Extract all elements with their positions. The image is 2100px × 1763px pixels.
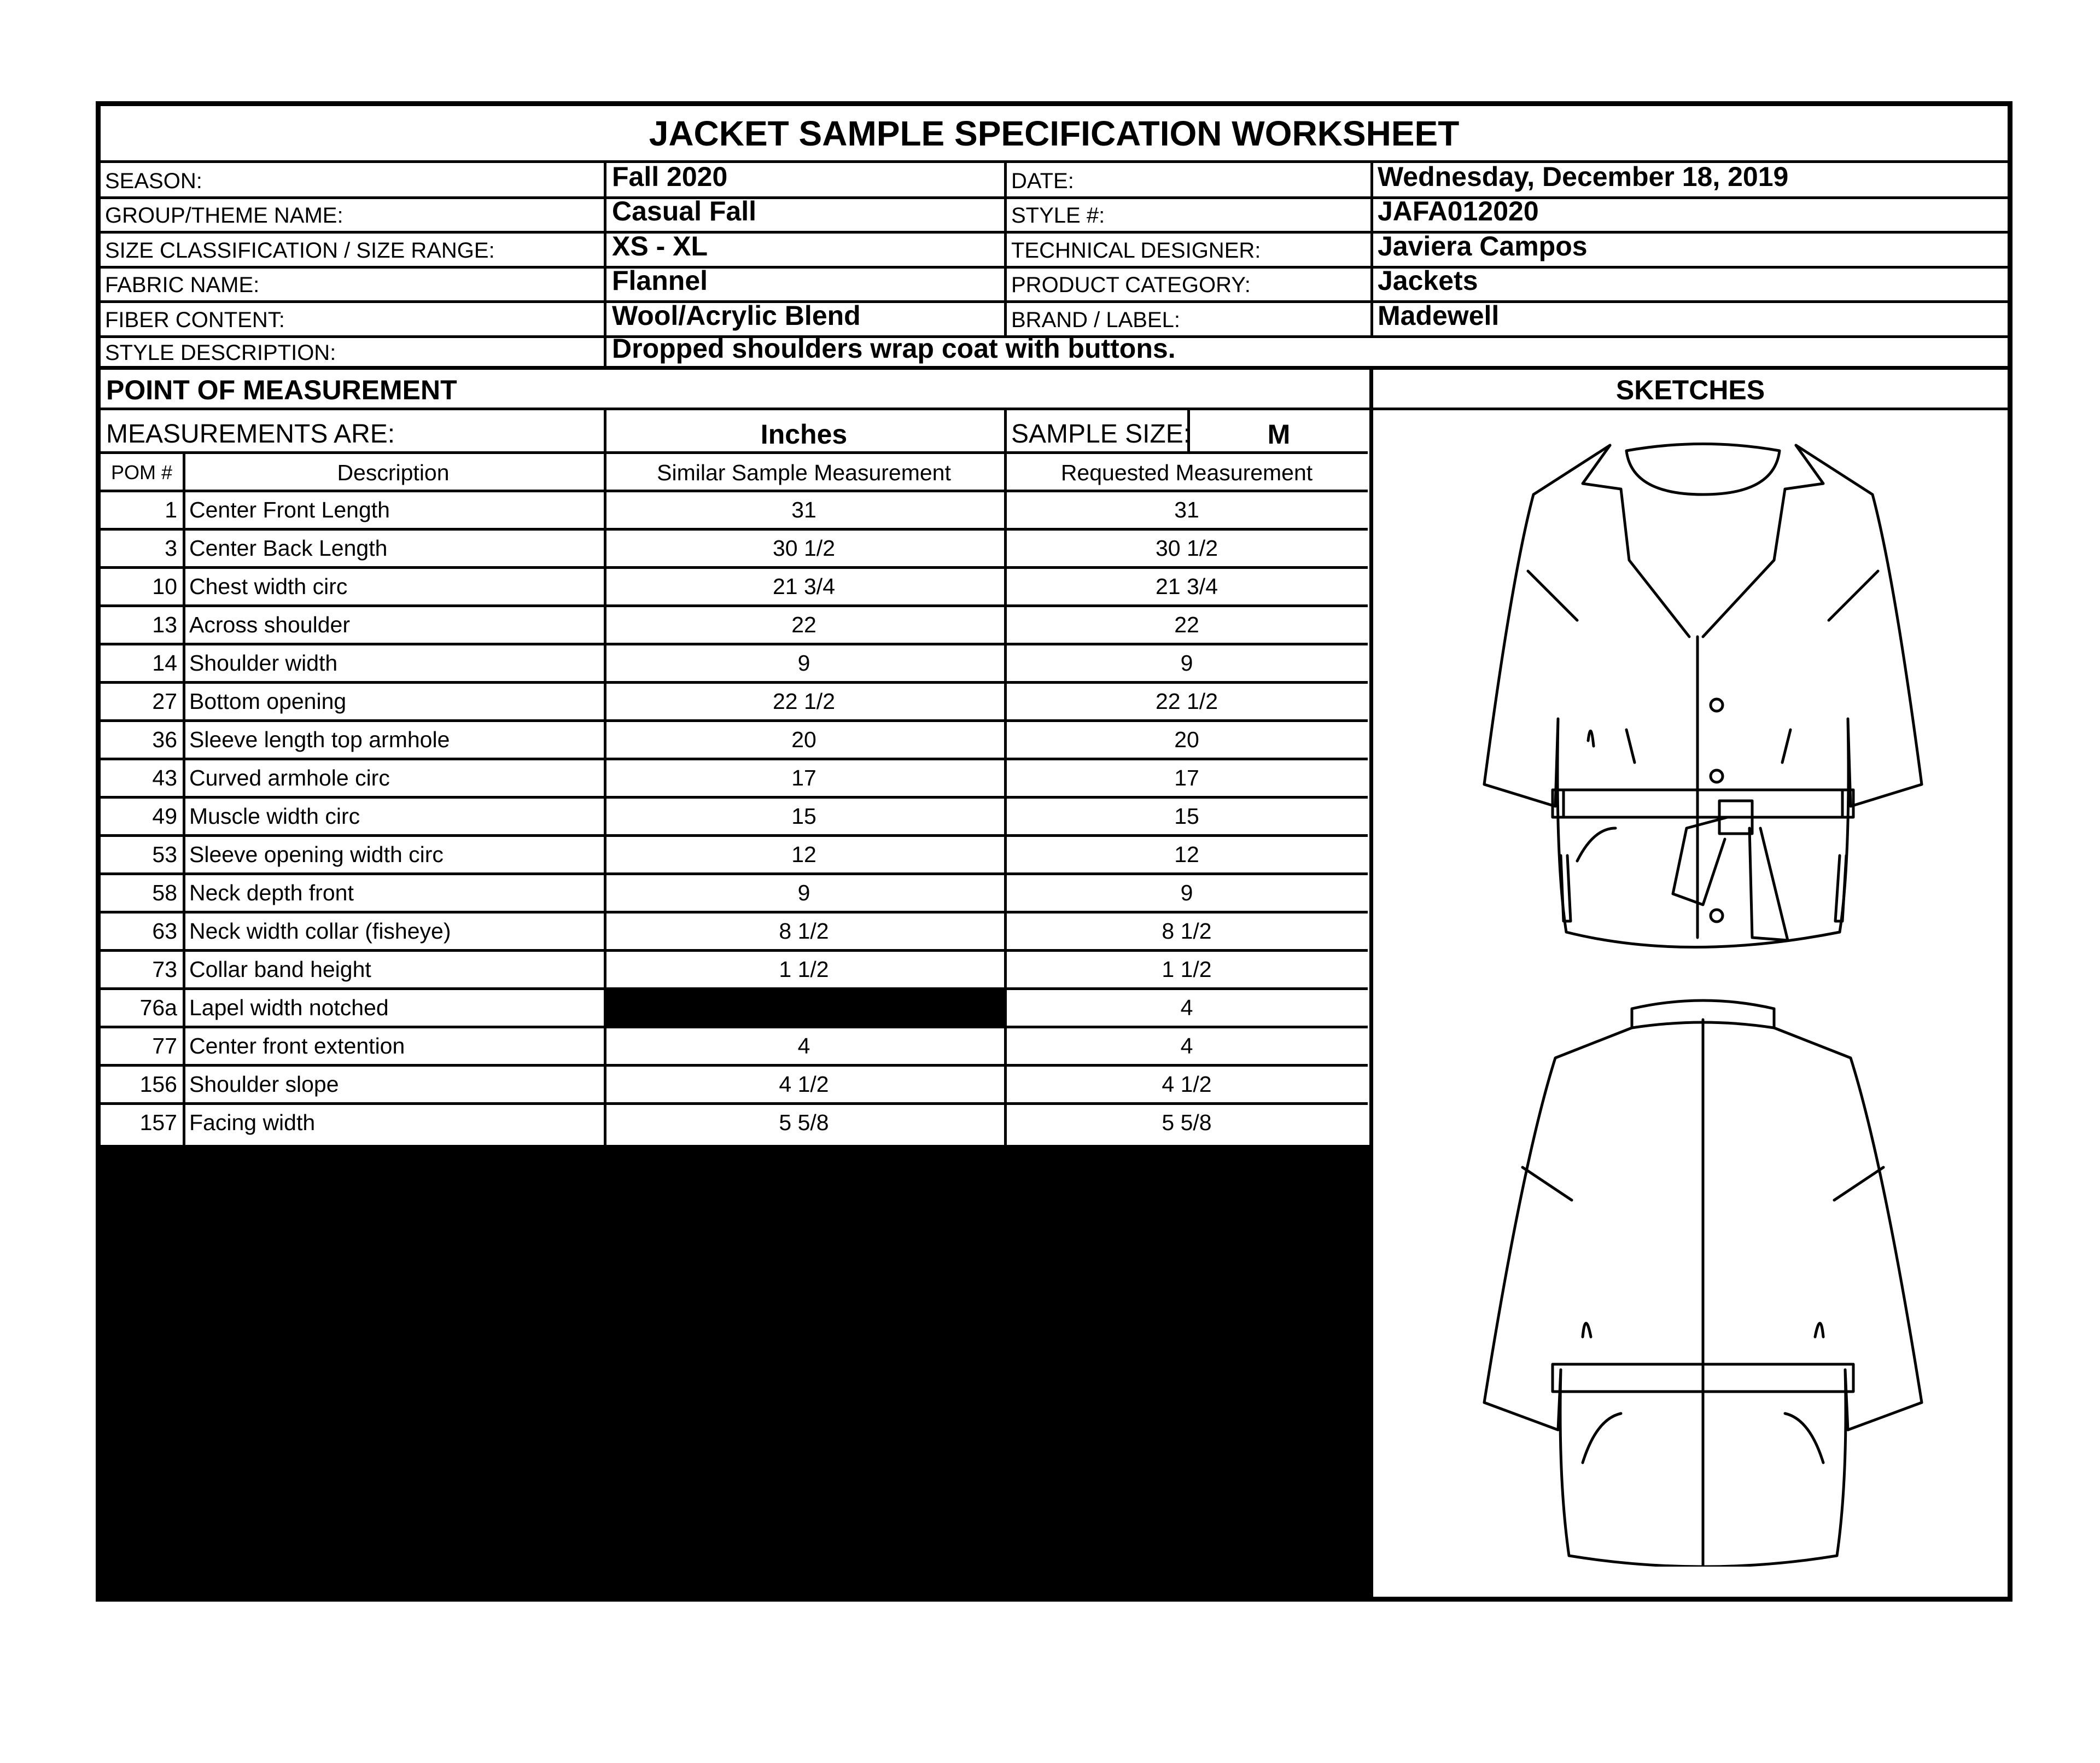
requested-measurement: 4 (1180, 995, 1193, 1020)
jacket-back-sketch-icon (1446, 987, 1938, 1567)
requested-measurement: 20 (1174, 727, 1199, 752)
pom-description: Chest width circ (189, 574, 348, 599)
divider (101, 366, 2008, 370)
spec-worksheet (96, 101, 2012, 1602)
pom-number: 73 (152, 957, 177, 982)
pom-description: Sleeve length top armhole (189, 727, 450, 752)
similar-measurement: 22 1/2 (773, 689, 835, 714)
pom-description: Center front extention (189, 1033, 405, 1058)
requested-measurement: 31 (1174, 497, 1199, 522)
season-label: SEASON: (105, 169, 202, 193)
requested-measurement: 12 (1174, 842, 1199, 867)
style-desc-value: Dropped shoulders wrap coat with buttons. (612, 333, 1176, 364)
sketches-heading: SKETCHES (1615, 375, 1765, 405)
size-value: XS - XL (612, 231, 708, 261)
pom-number: 1 (165, 497, 177, 522)
pom-description: Neck depth front (189, 880, 354, 905)
size-label: SIZE CLASSIFICATION / SIZE RANGE: (105, 238, 495, 263)
category-label: PRODUCT CATEGORY: (1011, 273, 1251, 297)
similar-measurement: 20 (791, 727, 816, 752)
similar-measurement: 5 5/8 (779, 1110, 829, 1135)
similar-measurement: 8 1/2 (779, 918, 829, 944)
season-value: Fall 2020 (612, 161, 728, 192)
style-desc-label: STYLE DESCRIPTION: (105, 341, 336, 365)
jacket-front-sketch-icon (1446, 412, 1938, 970)
requested-measurement: 4 1/2 (1162, 1072, 1212, 1097)
requested-measurement: 30 1/2 (1156, 536, 1218, 561)
divider (1187, 408, 1190, 451)
pom-number: 53 (152, 842, 177, 867)
similar-measurement: 9 (797, 880, 810, 905)
fabric-label: FABRIC NAME: (105, 273, 260, 297)
col-header-requested: Requested Measurement (1060, 460, 1313, 485)
redacted-area (101, 1145, 1369, 1602)
divider (101, 408, 2008, 410)
date-label: DATE: (1011, 169, 1074, 193)
brand-value: Madewell (1378, 300, 1500, 331)
pom-number: 77 (152, 1033, 177, 1058)
requested-measurement: 15 (1174, 804, 1199, 829)
pom-description: Bottom opening (189, 689, 347, 714)
divider (604, 160, 606, 366)
style-no-label: STYLE #: (1011, 203, 1105, 228)
similar-measurement: 17 (791, 765, 816, 790)
brand-label: BRAND / LABEL: (1011, 308, 1181, 332)
pom-description: Sleeve opening width circ (189, 842, 444, 867)
sample-size-value: M (1267, 419, 1291, 450)
requested-measurement: 8 1/2 (1162, 918, 1212, 944)
sample-size-label: SAMPLE SIZE: (1011, 420, 1191, 449)
similar-measurement: 4 (797, 1033, 810, 1058)
divider (1369, 366, 1373, 1601)
requested-measurement: 1 1/2 (1162, 957, 1212, 982)
similar-measurement: 9 (797, 650, 810, 676)
col-header-description: Description (337, 460, 450, 485)
pom-number: 157 (139, 1110, 177, 1135)
requested-measurement: 9 (1180, 880, 1193, 905)
pom-number: 58 (152, 880, 177, 905)
pom-description: Across shoulder (189, 612, 350, 637)
divider (1370, 160, 1373, 335)
pom-number: 63 (152, 918, 177, 944)
tech-designer-label: TECHNICAL DESIGNER: (1011, 238, 1261, 263)
group-value: Casual Fall (612, 196, 756, 226)
unit-value: Inches (760, 419, 848, 450)
pom-number: 156 (139, 1072, 177, 1097)
pom-description: Lapel width notched (189, 995, 389, 1020)
fiber-value: Wool/Acrylic Blend (612, 300, 861, 331)
style-no-value: JAFA012020 (1378, 196, 1539, 226)
worksheet-title: JACKET SAMPLE SPECIFICATION WORKSHEET (649, 114, 1460, 153)
similar-measurement: 12 (791, 842, 816, 867)
tech-designer-value: Javiera Campos (1378, 231, 1588, 261)
similar-measurement: 4 1/2 (779, 1072, 829, 1097)
pom-number: 3 (165, 536, 177, 561)
pom-description: Curved armhole circ (189, 765, 390, 790)
requested-measurement: 22 1/2 (1156, 689, 1218, 714)
measurements-label: MEASUREMENTS ARE: (106, 420, 395, 449)
pom-description: Center Back Length (189, 536, 388, 561)
requested-measurement: 21 3/4 (1156, 574, 1218, 599)
similar-measurement: 1 1/2 (779, 957, 829, 982)
pom-number: 14 (152, 650, 177, 676)
group-label: GROUP/THEME NAME: (105, 203, 343, 228)
pom-number: 43 (152, 765, 177, 790)
col-header-similar: Similar Sample Measurement (657, 460, 951, 485)
pom-description: Center Front Length (189, 497, 390, 522)
pom-number: 76a (139, 995, 177, 1020)
pom-description: Shoulder width (189, 650, 338, 676)
similar-measurement: 31 (791, 497, 816, 522)
similar-measurement: 21 3/4 (773, 574, 835, 599)
similar-measurement: 30 1/2 (773, 536, 835, 561)
similar-measurement: 22 (791, 612, 816, 637)
requested-measurement: 17 (1174, 765, 1199, 790)
pom-description: Muscle width circ (189, 804, 360, 829)
fabric-value: Flannel (612, 265, 708, 296)
pom-number: 27 (152, 689, 177, 714)
redacted-cell (606, 989, 1004, 1026)
similar-measurement: 15 (791, 804, 816, 829)
pom-description: Shoulder slope (189, 1072, 339, 1097)
pom-number: 49 (152, 804, 177, 829)
col-header-pom: POM # (110, 461, 173, 484)
pom-description: Neck width collar (fisheye) (189, 918, 451, 944)
pom-number: 10 (152, 574, 177, 599)
requested-measurement: 5 5/8 (1162, 1110, 1212, 1135)
category-value: Jackets (1378, 265, 1478, 296)
pom-number: 13 (152, 612, 177, 637)
pom-description: Collar band height (189, 957, 371, 982)
requested-measurement: 4 (1180, 1033, 1193, 1058)
pom-heading: POINT OF MEASUREMENT (106, 375, 457, 405)
date-value: Wednesday, December 18, 2019 (1378, 161, 1789, 192)
fiber-label: FIBER CONTENT: (105, 308, 285, 332)
pom-description: Facing width (189, 1110, 316, 1135)
divider (1004, 160, 1007, 335)
requested-measurement: 22 (1174, 612, 1199, 637)
pom-number: 36 (152, 727, 177, 752)
requested-measurement: 9 (1180, 650, 1193, 676)
